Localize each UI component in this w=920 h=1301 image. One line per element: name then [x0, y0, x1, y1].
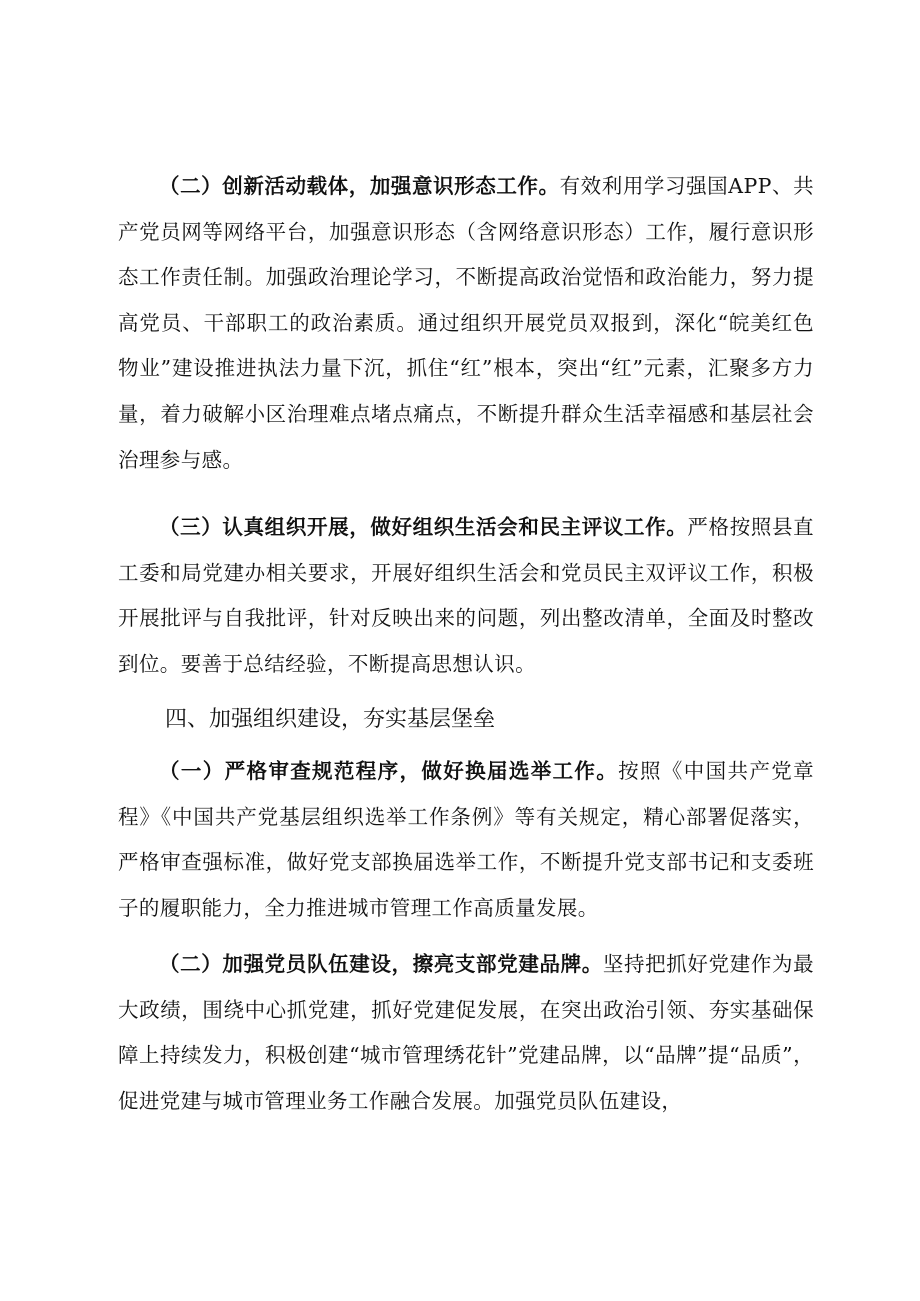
- paragraph-lead: （三）认真组织开展，做好组织生活会和民主评议工作。: [159, 515, 688, 539]
- paragraph-body: 有效利用学习强国APP、共产党员网等网络平台，加强意识形态（含网络意识形态）工作，履行意识形态工作责任制。加强政治理论学习，不断提高政治觉悟和政治能力，努力提高党员、干部职工的政治素质。通过组织开展党员双报到，深化“皖美红色物业”建设推进执法力量下沉，抓住“红”根本，突出“红”元素，汇聚多方力量，着力破解小区治理难点堵点痛点，不断提升群众生活幸福感和基层社会治理参与感。: [118, 174, 814, 472]
- section-heading: 四、加强组织建设，夯实基层堡垒: [165, 707, 496, 732]
- paragraph-party-brand: [118, 942, 814, 1124]
- paragraph-body: 严格按照县直工委和局党建办相关要求，开展好组织生活会和党员民主双评议工作，积极开展批评与自我批评，针对反映出来的问题，列出整改清单，全面及时整改到位。要善于总结经验，不断提高思想认识。: [118, 515, 815, 676]
- paragraph-body: 按照《中国共产党章程》《中国共产党基层组织选举工作条例》等有关规定，精心部署促落实，严格审查强标准，做好党支部换届选举工作，不断提升党支部书记和支委班子的履职能力，全力推进城市管理工作高质量发展。: [118, 759, 814, 920]
- paragraph-election: [118, 749, 814, 931]
- paragraph-lead: （二）加强党员队伍建设，擦亮支部党建品牌。: [159, 952, 603, 976]
- paragraph-lead: （一）严格审查规范程序，做好换届选举工作。: [159, 759, 619, 783]
- paragraph-activity-carriers: [118, 164, 814, 483]
- paragraph-lead: （二）创新活动载体，加强意识形态工作。: [159, 174, 560, 198]
- paragraph-body: 坚持把抓好党建作为最大政绩，围绕中心抓党建，抓好党建促发展，在突出政治引领、夯实基础保障上持续发力，积极创建“城市管理绣花针”党建品牌，以“品牌”提“品质”，促进党建与城市管理业务工作融合发展。加强党员队伍建设，: [118, 952, 815, 1113]
- paragraph-organization-life: [118, 505, 814, 687]
